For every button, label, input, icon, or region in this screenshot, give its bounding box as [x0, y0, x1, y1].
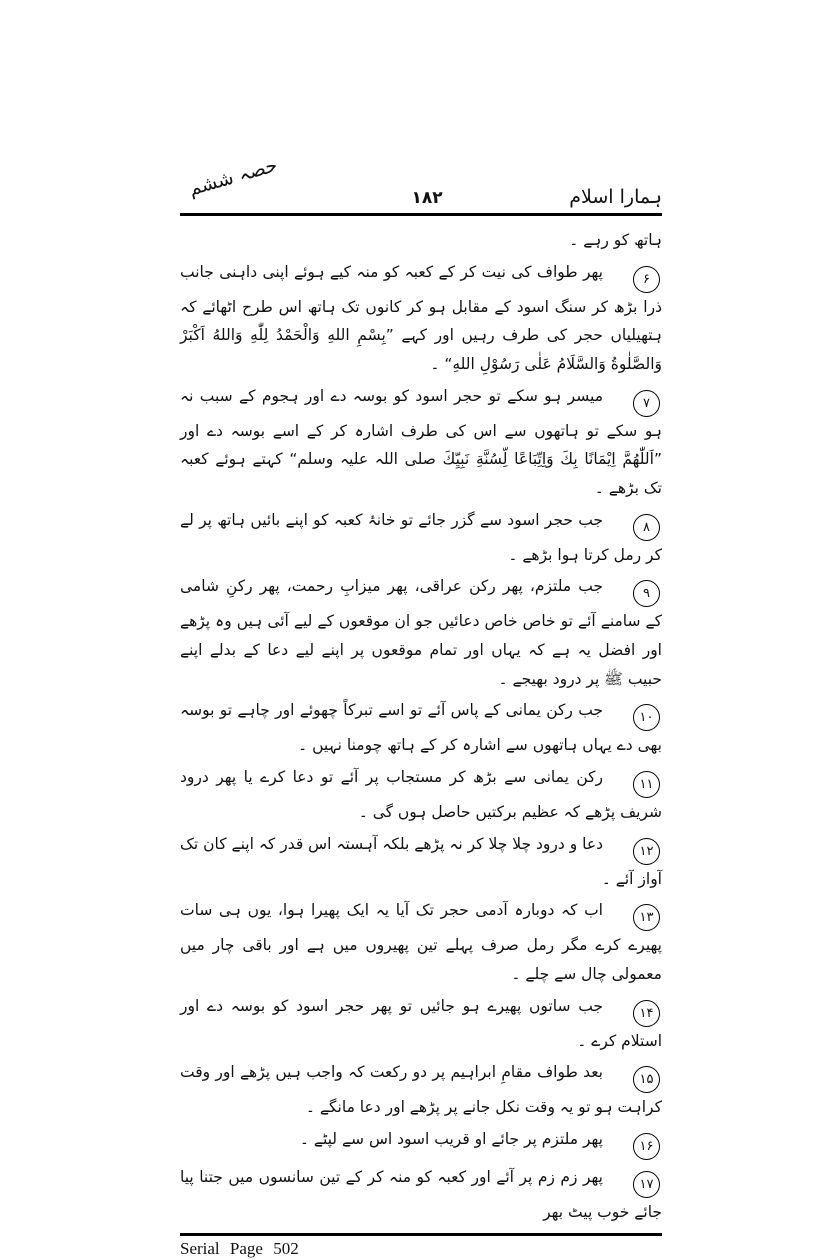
item-number-badge: ۱۶ [633, 1133, 660, 1160]
item-number-badge: ۸ [633, 514, 660, 541]
item-text: جب حجر اسود سے گزر جائے تو خانۂ کعبہ کو اپنے بائیں ہاتھ پر لے کر رمل کرتا ہوا بڑھے ۔ [180, 510, 662, 564]
list-item [180, 696, 662, 760]
item-text: جب رکن یمانی کے پاس آئے تو اسے تبرکاً چھوئے اور چاہے تو بوسہ بھی دے یہاں ہاتھوں سے اشارہ کر کے ہاتھ چومنا نہیں ۔ [180, 701, 662, 755]
list-item [180, 1125, 662, 1160]
intro-line: ہاتھ کو رہے ۔ [569, 231, 662, 249]
page-content [180, 154, 662, 1259]
list-item [180, 1163, 662, 1227]
item-number-badge: ۱۵ [633, 1066, 660, 1093]
item-text: پھر زم زم پر آئے اور کعبہ کو منہ کر کے تین سانسوں میں جتنا پیا جائے خوب پیٹ بھر [180, 1168, 662, 1222]
item-text: میسر ہو سکے تو حجر اسود کو بوسہ دے اور ہجوم کے سبب نہ ہو سکے تو ہاتھوں سے اس کی طرف اشارہ کر کے اسے بوسہ دے اور ”اَللّٰهُمَّ اِیْمَانًا بِكَ وَاِتِّبَاعًا لِّسُنَّةِ نَبِیِّكَ صلی اللہ علیہ وسلم“ کہتے ہوئے کعبہ تک بڑھے ۔ [180, 386, 662, 498]
serial-page-label: Serial Page 502 [180, 1238, 299, 1258]
list-item [180, 830, 662, 894]
item-number-badge: ۱۱ [633, 771, 660, 798]
item-number-badge: ۱۴ [633, 1000, 660, 1027]
list-item [180, 506, 662, 570]
body-text [180, 226, 662, 1227]
item-text: دعا و درود چلا چلا کر نہ پڑھے بلکہ آہستہ اس قدر کہ اپنے کان تک آواز آئے ۔ [180, 834, 662, 888]
item-text: جب ساتوں پھیرے ہو جائیں تو پھر حجر اسود کو بوسہ دے اور استلام کرے ۔ [180, 996, 662, 1050]
item-number-badge: ۷ [633, 390, 660, 417]
header-part-title: حصہ ششم [186, 154, 280, 201]
list-item [180, 382, 662, 503]
page-footer [180, 1233, 662, 1259]
list-item [180, 572, 662, 693]
item-text: رکن یمانی سے بڑھ کر مستجاب پر آئے تو دعا کرے یا پھر درود شریف پڑھے کہ عظیم برکتیں حاصل ہوں گی ۔ [180, 768, 662, 822]
item-number-badge: ۱۷ [633, 1171, 660, 1198]
list-item [180, 896, 662, 988]
page-header [180, 154, 662, 216]
header-page-number: ۱۸۲ [411, 188, 443, 208]
item-number-badge: ۱۳ [633, 904, 660, 931]
item-text: پھر ملتزم پر جائے او قریب اسود اس سے لپٹے ۔ [299, 1130, 603, 1149]
item-text: اب کہ دوبارہ آدمی حجر تک آیا یہ ایک پھیرا ہوا، یوں ہی سات پھیرے کرے مگر رمل صرف پہلے تین پھیروں میں ہے اور باقی چار میں معمولی چال سے چلے ۔ [180, 901, 662, 984]
list-item [180, 992, 662, 1056]
header-book-title: ہمارا اسلام [569, 186, 662, 208]
item-text: جب ملتزم، پھر رکن عراقی، پھر میزابِ رحمت، پھر رکنِ شامی کے سامنے آئے تو خاص خاص دعائیں جو ان موقعوں کے لیے آئی ہیں وہ پڑھے اور افضل یہ ہے کہ یہاں اور تمام موقعوں پر اپنے لیے دعا کے بدلے اپنے حبیب ﷺ پر درود بھیجے ۔ [180, 577, 662, 688]
item-number-badge: ۱۲ [633, 838, 660, 865]
item-number-badge: ۶ [633, 266, 660, 293]
list-item [180, 258, 662, 379]
list-item [180, 763, 662, 827]
item-text: پھر طواف کی نیت کر کے کعبہ کو منہ کیے ہوئے اپنی داہنی جانب ذرا بڑھ کر سنگ اسود کے مقابل ہو کر کانوں تک ہاتھ اس طرح اٹھائے کہ ہتھیلیاں حجر کی طرف رہیں اور کہے ”بِسْمِ اللهِ وَالْحَمْدُ لِلّٰهِ وَاللهُ اَكْبَرْ وَالصَّلٰوةُ وَالسَّلَامُ عَلٰی رَسُوْلِ اللهِ“ ۔ [180, 262, 662, 374]
item-number-badge: ۱۰ [633, 704, 660, 731]
list-item [180, 1058, 662, 1122]
item-text: بعد طواف مقامِ ابراہیم پر دو رکعت کہ واجب ہیں پڑھے اور وقت کراہت ہو تو یہ وقت نکل جانے پر پڑھے اور دعا مانگے ۔ [180, 1063, 662, 1117]
item-number-badge: ۹ [633, 580, 660, 607]
